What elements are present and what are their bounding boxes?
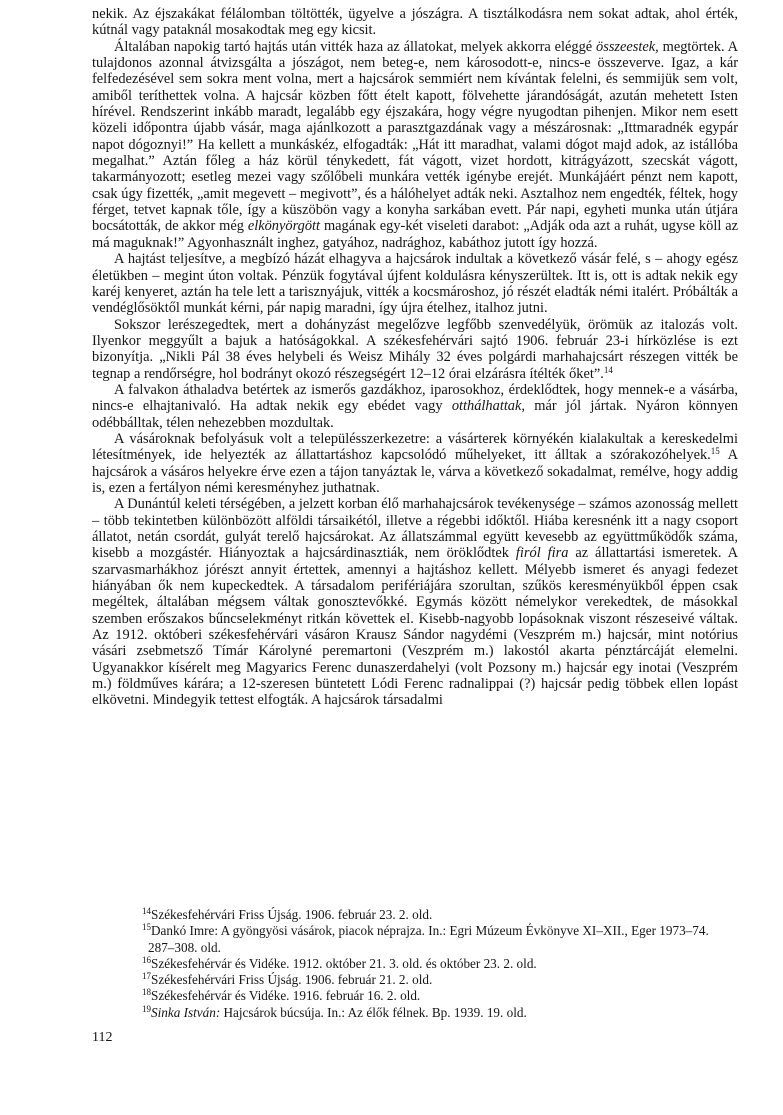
italic-text: otthálhattak, bbox=[451, 398, 525, 415]
footnote bbox=[142, 923, 738, 956]
footnote bbox=[142, 988, 738, 1004]
text-run: Sokszor lerészegedtek, mert a dohányzást megelőzve legfőbb szenvedélyük, örömük az italozás volt. Ilyenkor meggyűlt a bajuk a hatóságokkal. A székesfehérvári sajtó 1906. február 23-i hírközlése is ezt bizonyítja. „Nikli Pál 38 éves helybeli és Weisz Mihály 32 éves polgárdi marhahajcsárt részegen vitték be tegnap a rendőrségre, hol bodrányt okozó részegségért 12–12 órai elzárásra ítélték őket”. bbox=[92, 316, 738, 382]
footnote bbox=[142, 972, 738, 988]
footnote bbox=[142, 956, 738, 972]
footnote-number: 17 bbox=[142, 971, 151, 982]
footnote bbox=[142, 1005, 738, 1021]
footnote bbox=[142, 907, 738, 923]
paragraph bbox=[92, 431, 738, 496]
body-text bbox=[92, 6, 738, 709]
paragraph bbox=[92, 496, 738, 708]
text-run: A vásároknak befolyásuk volt a településszerkezetre: a vásárterek környékén kialakultak a kereskedelmi létesítmények, ide helyezték az állattartáshoz kapcsolódó műhelyeket, itt álltak a szórakozóhelyek. bbox=[92, 430, 738, 464]
footnote-number: 18 bbox=[142, 987, 151, 998]
text-run: megtörtek. A tulajdonos azonnal átvizsgálta a jószágot, nem beteg-e, nem károsodott-e, nincs-e összeverve. Igaz, a kár felfedezésével sem sokra ment volna, mert a hajcsárok semmiért nem kívántak felelni, és semmijük sem volt, amiből teríthettek volna. A hajcsár közben főtt ételt kapott, fölvehette járandóságát, azután mehetett Isten hírével. Rendszerint inkább maradt, legalább egy éjszakára, hogy végre nyugodtan pihenjen. Mikor nem esett közeli időpontra újabb vásár, maga ajánlkozott a parasztgazdának vagy a mészárosnak: „Ittmaradnék egypár napot dógoznyi!” Ha kellett a munkáskéz, elfogadták: „Hát itt maradhat, valami dógot majd adok, az istállóba megalhat.” Aztán főleg a ház körül ténykedett, fát vágott, vizet hordott, kitrágyázott, szecskát vágott, takarmányozott; esetleg mezei vagy szőlőbeli munkára vették igénybe erejét. Munkájáért pénzt nem kapott, csak úgy fizették, „amit megevett – megivott”, és a hálóhelyet adták neki. Asztalhoz nem engedték, féltek, hogy férget, tetvet kapnak tőle, így a küszöbön vagy a konyha sarkában evett. Pár napi, egyheti munka után útjára bocsátották, de akkor még bbox=[92, 38, 739, 235]
text-run: A hajtást teljesítve, a megbízó házát elhagyva a hajcsárok indultak a következő vásár felé, s – ahogy egész életükben – megint úton voltak. Pénzük fogytával újfent koldulásra kényszerültek. Itt is, ott is adtak nekik egy karéj kenyeret, aztán ha tele lett a tarisznyájuk, vitték a kocsmároshoz, jó részét eladták némi italért. Próbálták a vendéglősöktől munkát kérni, pár napig maradni, így újra ételhez, italhoz jutni. bbox=[92, 251, 738, 317]
text-run: Hajcsárok búcsúja. In.: Az élők félnek. Bp. 1939. 19. old. bbox=[220, 1004, 527, 1020]
paragraph bbox=[92, 251, 738, 316]
paragraph bbox=[92, 382, 738, 431]
italic-text: Sinka István: bbox=[151, 1004, 221, 1020]
text-run: az állattartási ismeretek. A szarvasmarhákhoz jórészt annyit értettek, amennyi a hajtáshoz kellett. Mélyebb ismeret és anyagi fedezet hiányában ők nem kupeckedtek. A társadalom perifériájára szorultan, szűkös keresményükből éppen csak megéltek, általában mégsem váltak gonosztevőkké. Egymás között némelykor verekedtek, de másokkal szemben erőszakos bűncselekményt ritkán követtek el. Kisebb-nagyobb lopásoknak viszont részeseivé váltak. Az 1912. októberi székesfehérvári vásáron Krausz Sándor nagydémi (Veszprém m.) hajcsár, mint notórius vásári zsebmetsző Tímár Károlyné peremartoni (Veszprém m.) lakostól akarta pénztárcáját elemelni. Ugyanakkor kísérelt meg Magyarics Ferenc dunaszerdahelyi (volt Pozsony m.) hajcsár egy inotai (Veszprém m.) földműves kárára; a 12-szeresen büntetett Lódi Ferenc radnalippai (?) hajcsár pedig többek ellen lopást elkövetni. Mindegyik tettest elfogták. A hajcsárok társadalmi bbox=[92, 545, 738, 709]
page-number: 112 bbox=[92, 1030, 113, 1045]
text-run: már jól jártak. Nyáron könnyen odébbálltak, télen nehezebben mozdultak. bbox=[92, 398, 738, 431]
paragraph bbox=[92, 317, 738, 382]
text-run: magának egy-két viseleti darabot: „Adják oda azt a ruhát, ugyse köll az má maguknak!” Agyonhasznált inghez, gatyához, nadrághoz, kabáthoz jutott így hozzá. bbox=[92, 218, 738, 251]
italic-text: firól fira bbox=[515, 545, 569, 562]
paragraph bbox=[92, 39, 738, 251]
footnotes bbox=[142, 907, 738, 1021]
text-run: A Dunántúl keleti térségében, a jelzett korban élő marhahajcsárok tevékenysége – számos azonosság mellett – több tekintetben különbözött alföldi társaikétól, illetve a régebbi időktől. Hiába keresnénk itt a nagy csoport állatot, netán csordát, gulyát terelő hajcsárokat. Az állatszámmal együtt kevesebb az együttműködők száma, kisebb a mozgástér. Hiányoztak a hajcsárdinasztiák, nem öröklődtek bbox=[92, 496, 738, 562]
footnote-ref: 14 bbox=[603, 364, 613, 375]
text-run: Dankó Imre: A gyöngyösi vásárok, piacok néprajza. In.: Egri Múzeum Évkönyve XI–XII., Eger 1973–74. 287–308. old. bbox=[148, 923, 709, 955]
footnote-number: 16 bbox=[142, 954, 151, 965]
footnote-number: 19 bbox=[142, 1003, 151, 1014]
text-run: A falvakon áthaladva betértek az ismerős gazdákhoz, iparosokhoz, érdeklődtek, hogy mennek-e a vásárba, nincs-e elhajtanivaló. Ha adtak nekik egy ebédet vagy bbox=[92, 381, 738, 415]
text-run: A hajcsárok a vásáros helyekre érve ezen a tájon tanyáztak le, várva a következő sokadalmat, remélve, hogy addig is, ezen a fertályon némi keresményhez juthatnak. bbox=[92, 447, 738, 496]
text-run: Általában napokig tartó hajtás után vitték haza az állatokat, melyek akkorra eléggé bbox=[114, 38, 597, 55]
text-run: nekik. Az éjszakákat félálomban töltötték, ügyelve a jószágra. A tisztálkodásra nem sokat adtak, ahol érték, kútnál vagy pataknál mosakodtak meg egy kicsit. bbox=[92, 6, 738, 39]
footnote-ref: 15 bbox=[710, 446, 720, 457]
footnote-number: 14 bbox=[142, 906, 151, 916]
paragraph bbox=[92, 6, 738, 39]
text-run: Székesfehérvár és Vidéke. 1916. február 16. 2. old. bbox=[151, 988, 421, 1004]
italic-text: összeestek, bbox=[596, 38, 659, 55]
text-run: Székesfehérvári Friss Újság. 1906. február 23. 2. old. bbox=[151, 907, 433, 922]
italic-text: elkönyörgött bbox=[247, 218, 321, 235]
text-run: Székesfehérvári Friss Újság. 1906. február 21. 2. old. bbox=[151, 972, 433, 988]
text-run: Székesfehérvár és Vidéke. 1912. október 21. 3. old. és október 23. 2. old. bbox=[151, 955, 537, 971]
footnote-number: 15 bbox=[142, 922, 151, 933]
